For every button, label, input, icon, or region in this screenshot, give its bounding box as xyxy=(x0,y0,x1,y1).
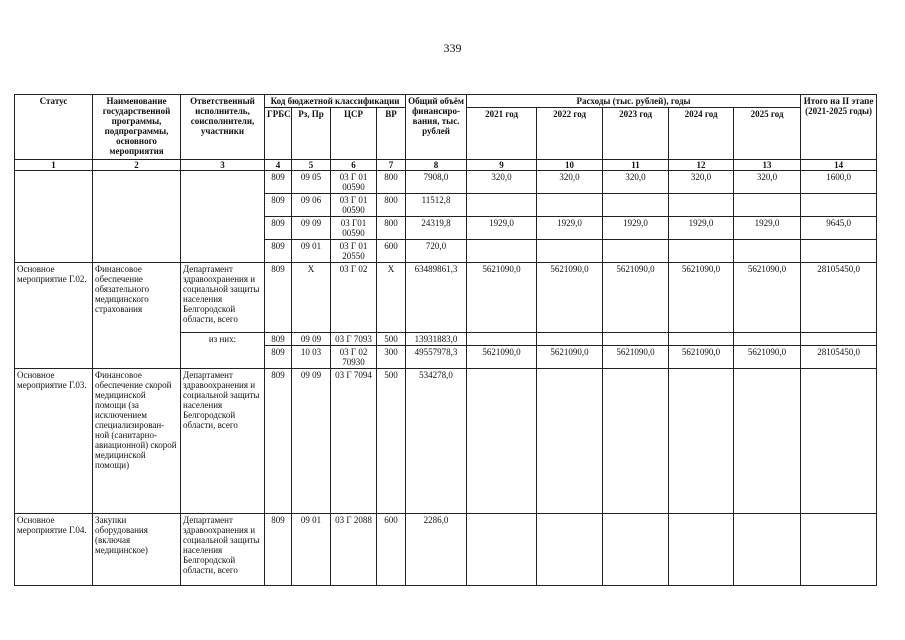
cell-2024: 1929,0 xyxy=(669,217,734,240)
cell-2022 xyxy=(537,369,603,514)
cell-csr: 03 Г 02 xyxy=(331,263,377,333)
page-number: 339 xyxy=(443,41,462,55)
cell-grbs: 809 xyxy=(265,240,292,263)
cell-csr: 03 Г 01 00590 xyxy=(331,171,377,194)
cell-2025 xyxy=(734,194,801,217)
cell-vr: 500 xyxy=(377,333,406,346)
col-number: 6 xyxy=(331,160,377,171)
cell-2022: 320,0 xyxy=(537,171,603,194)
cell-total: 7908,0 xyxy=(406,171,467,194)
cell-2023: 1929,0 xyxy=(603,217,669,240)
cell-total: 2286,0 xyxy=(406,514,467,586)
cell-vr: Х xyxy=(377,263,406,333)
cell-2022 xyxy=(537,333,603,346)
header-grbs: ГРБС xyxy=(265,108,292,160)
col-number: 13 xyxy=(734,160,801,171)
cell-grbs: 809 xyxy=(265,514,292,586)
cell-2025 xyxy=(734,514,801,586)
cell-total: 24319,8 xyxy=(406,217,467,240)
header-expenses: Расходы (тыс. рублей), годы xyxy=(467,95,801,108)
cell-rz: 09 01 xyxy=(292,240,331,263)
cell-2021 xyxy=(467,514,537,586)
cell-name: Закупки оборудования (включая медицинское) xyxy=(93,514,181,586)
cell-2022: 5621090,0 xyxy=(537,346,603,369)
cell-2024 xyxy=(669,369,734,514)
cell-csr: 03 Г01 00590 xyxy=(331,217,377,240)
cell-name: Финансовое обеспечение обязательного медицинского страхования xyxy=(93,263,181,369)
cell-2025: 320,0 xyxy=(734,171,801,194)
cell-rz: 09 05 xyxy=(292,171,331,194)
header-total-volume: Общий объём финансиро-вания, тыс. рублей xyxy=(406,95,467,160)
cell-vr: 600 xyxy=(377,240,406,263)
cell-2023 xyxy=(603,514,669,586)
cell-total: 720,0 xyxy=(406,240,467,263)
cell-sum xyxy=(801,514,877,586)
cell-sum xyxy=(801,240,877,263)
cell-2023 xyxy=(603,240,669,263)
header-responsible: Ответственный исполнитель, соисполнители, участники xyxy=(181,95,265,160)
cell-status: Основное мероприятие Г.02. xyxy=(15,263,93,369)
cell-status: Основное мероприятие Г.04. xyxy=(15,514,93,586)
cell-vr: 300 xyxy=(377,346,406,369)
cell-sum: 9645,0 xyxy=(801,217,877,240)
cell-2022: 1929,0 xyxy=(537,217,603,240)
cell-csr: 03 Г 02 70930 xyxy=(331,346,377,369)
cell-2025: 5621090,0 xyxy=(734,263,801,333)
col-number: 4 xyxy=(265,160,292,171)
cell-status: Основное мероприятие Г.03. xyxy=(15,369,93,514)
column-numbers-row xyxy=(15,160,877,171)
cell-2025: 5621090,0 xyxy=(734,346,801,369)
cell-2024 xyxy=(669,514,734,586)
cell-2022 xyxy=(537,194,603,217)
cell-2024 xyxy=(669,194,734,217)
cell-csr: 03 Г 01 20550 xyxy=(331,240,377,263)
col-number: 12 xyxy=(669,160,734,171)
cell-sum xyxy=(801,369,877,514)
cell-2023 xyxy=(603,369,669,514)
cell-2022: 5621090,0 xyxy=(537,263,603,333)
cell-2023: 320,0 xyxy=(603,171,669,194)
cell-rz: 09 09 xyxy=(292,333,331,346)
cell-2024: 5621090,0 xyxy=(669,263,734,333)
header-2022: 2022 год xyxy=(537,108,603,160)
cell-grbs: 809 xyxy=(265,333,292,346)
budget-table-wrapper xyxy=(14,94,877,586)
cell-csr: 03 Г 7094 xyxy=(331,369,377,514)
cell-status-empty xyxy=(15,171,93,263)
header-2024: 2024 год xyxy=(669,108,734,160)
col-number: 5 xyxy=(292,160,331,171)
header-rz-pr: Рз, Пр xyxy=(292,108,331,160)
cell-2023 xyxy=(603,194,669,217)
header-name: Наименование государственной программы, подпрограммы, основного мероприятия xyxy=(93,95,181,160)
cell-vr: 600 xyxy=(377,514,406,586)
header-total-stage: Итого на II этапе (2021-2025 годы) xyxy=(801,95,877,160)
budget-table xyxy=(14,94,877,586)
cell-vr: 500 xyxy=(377,369,406,514)
cell-2024: 5621090,0 xyxy=(669,346,734,369)
cell-2021: 320,0 xyxy=(467,171,537,194)
header-2025: 2025 год xyxy=(734,108,801,160)
col-number: 14 xyxy=(801,160,877,171)
cell-responsible: Департамент здравоохранения и социальной защиты населения Белгородской области, всего xyxy=(181,514,265,586)
cell-2021: 5621090,0 xyxy=(467,346,537,369)
header-2023: 2023 год xyxy=(603,108,669,160)
cell-2025: 1929,0 xyxy=(734,217,801,240)
cell-vr: 800 xyxy=(377,171,406,194)
cell-name: Финансовое обеспечение скорой медицинской помощи (за исключением специализирован-ной (санитарно-авиационной) скорой медицинской помощи) xyxy=(93,369,181,514)
cell-csr: 03 Г 01 00590 xyxy=(331,194,377,217)
table-row xyxy=(15,171,877,194)
cell-grbs: 809 xyxy=(265,171,292,194)
cell-vr: 800 xyxy=(377,217,406,240)
cell-2021: 1929,0 xyxy=(467,217,537,240)
cell-total: 13931883,0 xyxy=(406,333,467,346)
cell-2024 xyxy=(669,333,734,346)
cell-grbs: 809 xyxy=(265,217,292,240)
cell-total: 534278,0 xyxy=(406,369,467,514)
cell-2023: 5621090,0 xyxy=(603,263,669,333)
cell-2023 xyxy=(603,333,669,346)
cell-grbs: 809 xyxy=(265,346,292,369)
cell-2021 xyxy=(467,240,537,263)
cell-sum: 28105450,0 xyxy=(801,263,877,333)
header-vr: ВР xyxy=(377,108,406,160)
cell-grbs: 809 xyxy=(265,369,292,514)
cell-2022 xyxy=(537,240,603,263)
cell-2025 xyxy=(734,333,801,346)
table-row-g04 xyxy=(15,514,877,586)
col-number: 8 xyxy=(406,160,467,171)
cell-2023: 5621090,0 xyxy=(603,346,669,369)
col-number: 7 xyxy=(377,160,406,171)
cell-2021: 5621090,0 xyxy=(467,263,537,333)
cell-sum xyxy=(801,194,877,217)
cell-rz: 09 01 xyxy=(292,514,331,586)
cell-2025 xyxy=(734,240,801,263)
col-number: 10 xyxy=(537,160,603,171)
cell-total: 11512,8 xyxy=(406,194,467,217)
cell-grbs: 809 xyxy=(265,194,292,217)
cell-responsible: Департамент здравоохранения и социальной защиты населения Белгородской области, всего xyxy=(181,369,265,514)
cell-2021 xyxy=(467,194,537,217)
header-status: Статус xyxy=(15,95,93,160)
header-2021: 2021 год xyxy=(467,108,537,160)
cell-2025 xyxy=(734,369,801,514)
col-number: 2 xyxy=(93,160,181,171)
cell-total: 49557978,3 xyxy=(406,346,467,369)
cell-2024 xyxy=(669,240,734,263)
cell-grbs: 809 xyxy=(265,263,292,333)
cell-sum: 1600,0 xyxy=(801,171,877,194)
cell-rz: 09 09 xyxy=(292,369,331,514)
cell-2021 xyxy=(467,333,537,346)
cell-2022 xyxy=(537,514,603,586)
col-number: 1 xyxy=(15,160,93,171)
cell-name-empty xyxy=(93,171,181,263)
cell-sum: 28105450,0 xyxy=(801,346,877,369)
cell-rz: 10 03 xyxy=(292,346,331,369)
cell-2024: 320,0 xyxy=(669,171,734,194)
cell-responsible-empty xyxy=(181,171,265,263)
header-budget-code: Код бюджетной классификации xyxy=(265,95,406,108)
cell-sum xyxy=(801,333,877,346)
table-row-g02 xyxy=(15,263,877,333)
header-csr: ЦСР xyxy=(331,108,377,160)
col-number: 11 xyxy=(603,160,669,171)
table-row-g03 xyxy=(15,369,877,514)
cell-total: 63489861,3 xyxy=(406,263,467,333)
col-number: 3 xyxy=(181,160,265,171)
cell-csr: 03 Г 7093 xyxy=(331,333,377,346)
cell-csr: 03 Г 2088 xyxy=(331,514,377,586)
cell-responsible: Департамент здравоохранения и социальной защиты населения Белгородской области, всего xyxy=(181,263,265,333)
cell-2021 xyxy=(467,369,537,514)
col-number: 9 xyxy=(467,160,537,171)
cell-rz: 09 09 xyxy=(292,217,331,240)
cell-rz: Х xyxy=(292,263,331,333)
header-row-1 xyxy=(15,95,877,108)
cell-rz: 09 06 xyxy=(292,194,331,217)
cell-of-which: из них: xyxy=(181,333,265,369)
cell-vr: 800 xyxy=(377,194,406,217)
